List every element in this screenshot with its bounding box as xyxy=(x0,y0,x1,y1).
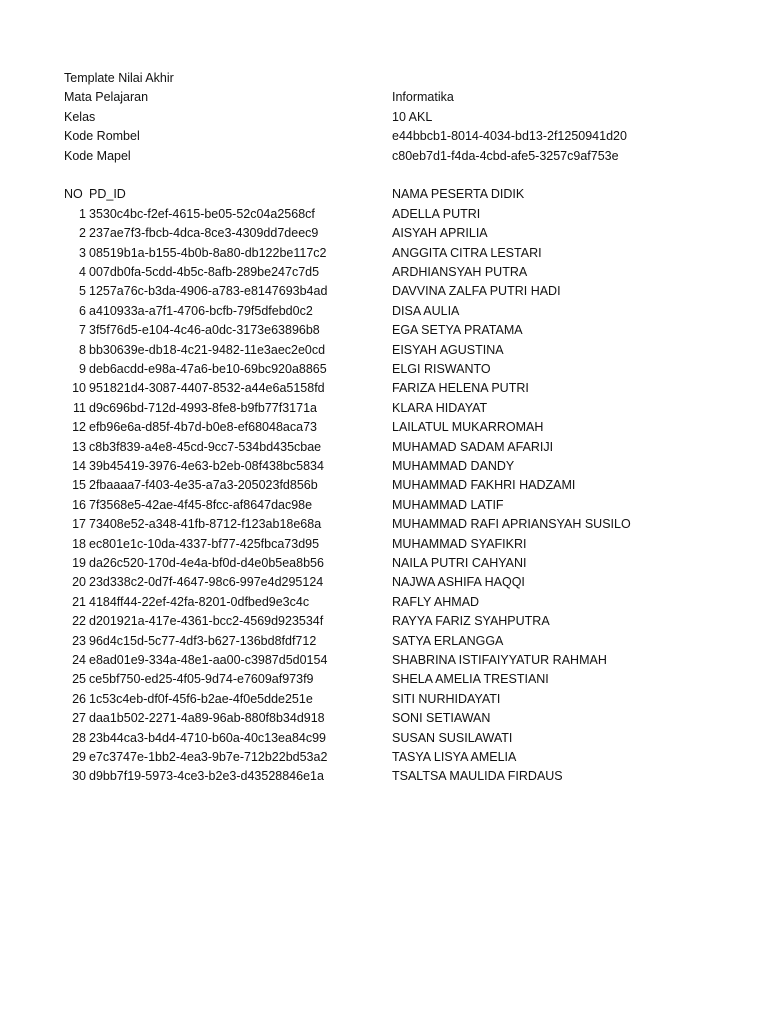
row-pd-id: da26c520-170d-4e4a-bf0d-d4e0b5ea8b56 xyxy=(89,556,324,570)
row-student-name: MUHAMAD SADAM AFARIJI xyxy=(392,439,554,454)
row-student-name: AISYAH APRILIA xyxy=(392,226,488,241)
table-row xyxy=(0,438,768,457)
row-pd-id: 951821d4-3087-4407-8532-a44e6a5158fd xyxy=(89,381,325,396)
document-title: Template Nilai Akhir xyxy=(64,71,174,85)
column-header-no: NO xyxy=(64,187,83,202)
table-row xyxy=(0,341,768,360)
row-number: 1 xyxy=(79,206,86,221)
table-row xyxy=(0,379,768,398)
row-pd-id: d9c696bd-712d-4993-8fe8-b9fb77f3171a xyxy=(89,400,317,415)
table-row xyxy=(0,767,768,786)
meta-label: Kelas xyxy=(64,109,96,124)
row-student-name: EISYAH AGUSTINA xyxy=(392,342,504,357)
row-pd-id: 96d4c15d-5c77-4df3-b627-136bd8fdf712 xyxy=(89,633,317,648)
row-pd-id: daa1b502-2271-4a89-96ab-880f8b34d918 xyxy=(89,711,325,726)
row-number: 8 xyxy=(79,342,86,357)
row-student-name: MUHAMMAD SYAFIKRI xyxy=(392,536,527,551)
row-student-name: MUHAMMAD DANDY xyxy=(392,459,515,473)
row-student-name: EGA SETYA PRATAMA xyxy=(392,323,523,338)
row-number: 27 xyxy=(72,711,86,726)
row-number: 15 xyxy=(72,478,86,493)
meta-value: Informatika xyxy=(392,90,454,105)
meta-label: Kode Rombel xyxy=(64,129,140,144)
row-number: 9 xyxy=(79,362,86,376)
table-row xyxy=(0,593,768,612)
row-number: 10 xyxy=(72,381,86,396)
row-student-name: TSALTSA MAULIDA FIRDAUS xyxy=(392,769,563,784)
row-student-name: TASYA LISYA AMELIA xyxy=(392,750,517,764)
meta-row-rombel xyxy=(0,127,768,146)
row-number: 12 xyxy=(72,420,86,435)
row-pd-id: ec801e1c-10da-4337-bf77-425fbca73d95 xyxy=(89,536,320,551)
table-row xyxy=(0,263,768,282)
table-row xyxy=(0,457,768,476)
table-row xyxy=(0,205,768,224)
row-student-name: ADELLA PUTRI xyxy=(392,206,481,221)
meta-value: c80eb7d1-f4da-4cbd-afe5-3257c9af753e xyxy=(392,148,619,163)
row-number: 30 xyxy=(72,769,86,784)
row-pd-id: 73408e52-a348-41fb-8712-f123ab18e68a xyxy=(89,517,322,532)
row-number: 3 xyxy=(79,245,86,260)
row-pd-id: d201921a-417e-4361-bcc2-4569d923534f xyxy=(89,614,324,629)
row-pd-id: 08519b1a-b155-4b0b-8a80-db122be117c2 xyxy=(89,245,327,260)
table-row xyxy=(0,554,768,573)
table-row xyxy=(0,709,768,728)
table-row xyxy=(0,515,768,534)
meta-row-subject xyxy=(0,88,768,107)
table-row xyxy=(0,360,768,379)
table-row xyxy=(0,748,768,767)
row-pd-id: 1c53c4eb-df0f-45f6-b2ae-4f0e5dde251e xyxy=(89,691,313,706)
meta-value: e44bbcb1-8014-4034-bd13-2f1250941d20 xyxy=(392,129,627,144)
table-header-row xyxy=(0,185,768,204)
row-student-name: DAVVINA ZALFA PUTRI HADI xyxy=(392,284,561,299)
row-pd-id: c8b3f839-a4e8-45cd-9cc7-534bd435cbae xyxy=(89,439,322,454)
row-student-name: NAILA PUTRI CAHYANI xyxy=(392,556,527,570)
row-student-name: SHABRINA ISTIFAIYYATUR RAHMAH xyxy=(392,653,607,667)
meta-row-class xyxy=(0,108,768,127)
meta-label: Mata Pelajaran xyxy=(64,90,149,105)
meta-row-mapel xyxy=(0,147,768,166)
row-pd-id: 23b44ca3-b4d4-4710-b60a-40c13ea84c99 xyxy=(89,730,327,745)
row-pd-id: deb6acdd-e98a-47a6-be10-69bc920a8865 xyxy=(89,362,327,376)
row-pd-id: 007db0fa-5cdd-4b5c-8afb-289be247c7d5 xyxy=(89,265,320,279)
row-student-name: SUSAN SUSILAWATI xyxy=(392,730,513,745)
row-pd-id: a410933a-a7f1-4706-bcfb-79f5dfebd0c2 xyxy=(89,303,313,318)
table-row xyxy=(0,302,768,321)
row-pd-id: 23d338c2-0d7f-4647-98c6-997e4d295124 xyxy=(89,575,324,590)
row-pd-id: 3f5f76d5-e104-4c46-a0dc-3173e63896b8 xyxy=(89,323,320,338)
row-number: 18 xyxy=(72,536,86,551)
row-student-name: FARIZA HELENA PUTRI xyxy=(392,381,529,396)
row-pd-id: 237ae7f3-fbcb-4dca-8ce3-4309dd7deec9 xyxy=(89,226,319,241)
row-student-name: SHELA AMELIA TRESTIANI xyxy=(392,672,549,687)
column-header-pdid: PD_ID xyxy=(89,187,126,202)
row-pd-id: e8ad01e9-334a-48e1-aa00-c3987d5d0154 xyxy=(89,653,328,667)
row-number: 26 xyxy=(72,691,86,706)
row-student-name: DISA AULIA xyxy=(392,303,460,318)
row-number: 23 xyxy=(72,633,86,648)
row-number: 28 xyxy=(72,730,86,745)
row-number: 5 xyxy=(79,284,86,299)
row-number: 20 xyxy=(72,575,86,590)
table-row xyxy=(0,632,768,651)
row-number: 22 xyxy=(72,614,86,629)
row-pd-id: ce5bf750-ed25-4f05-9d74-e7609af973f9 xyxy=(89,672,314,687)
row-student-name: MUHAMMAD RAFI APRIANSYAH SUSILO xyxy=(392,517,631,532)
row-student-name: SONI SETIAWAN xyxy=(392,711,491,726)
row-pd-id: e7c3747e-1bb2-4ea3-9b7e-712b22bd53a2 xyxy=(89,750,328,764)
row-pd-id: efb96e6a-d85f-4b7d-b0e8-ef68048aca73 xyxy=(89,420,317,435)
table-row xyxy=(0,282,768,301)
row-number: 21 xyxy=(72,594,86,609)
row-pd-id: 4184ff44-22ef-42fa-8201-0dfbed9e3c4c xyxy=(89,594,310,609)
row-student-name: LAILATUL MUKARROMAH xyxy=(392,420,544,435)
document-title-row xyxy=(0,69,768,88)
row-pd-id: 2fbaaaa7-f403-4e35-a7a3-205023fd856b xyxy=(89,478,318,493)
meta-value: 10 AKL xyxy=(392,109,433,124)
table-row xyxy=(0,573,768,592)
row-number: 24 xyxy=(72,653,86,667)
row-student-name: RAYYA FARIZ SYAHPUTRA xyxy=(392,614,550,629)
column-header-name: NAMA PESERTA DIDIK xyxy=(392,187,525,202)
row-student-name: NAJWA ASHIFA HAQQI xyxy=(392,575,525,590)
row-student-name: ELGI RISWANTO xyxy=(392,362,491,376)
row-number: 2 xyxy=(79,226,86,241)
table-row xyxy=(0,244,768,263)
row-number: 14 xyxy=(72,459,86,473)
row-number: 7 xyxy=(79,323,86,338)
table-row xyxy=(0,690,768,709)
row-student-name: MUHAMMAD LATIF xyxy=(392,497,504,512)
row-student-name: KLARA HIDAYAT xyxy=(392,400,488,415)
row-number: 19 xyxy=(72,556,86,570)
row-student-name: SATYA ERLANGGA xyxy=(392,633,504,648)
row-number: 16 xyxy=(72,497,86,512)
table-row xyxy=(0,476,768,495)
row-number: 17 xyxy=(72,517,86,532)
row-student-name: ARDHIANSYAH PUTRA xyxy=(392,265,528,279)
table-row xyxy=(0,535,768,554)
row-number: 6 xyxy=(79,303,86,318)
row-pd-id: 3530c4bc-f2ef-4615-be05-52c04a2568cf xyxy=(89,206,315,221)
table-row xyxy=(0,651,768,670)
row-number: 13 xyxy=(72,439,86,454)
row-student-name: SITI NURHIDAYATI xyxy=(392,691,501,706)
row-pd-id: 7f3568e5-42ae-4f45-8fcc-af8647dac98e xyxy=(89,497,313,512)
row-pd-id: d9bb7f19-5973-4ce3-b2e3-d43528846e1a xyxy=(89,769,324,784)
row-number: 4 xyxy=(79,265,86,279)
table-row xyxy=(0,612,768,631)
table-row xyxy=(0,729,768,748)
table-row xyxy=(0,496,768,515)
table-row xyxy=(0,418,768,437)
row-number: 25 xyxy=(72,672,86,687)
table-row xyxy=(0,321,768,340)
row-student-name: ANGGITA CITRA LESTARI xyxy=(392,245,542,260)
row-number: 11 xyxy=(73,400,86,415)
table-row xyxy=(0,224,768,243)
table-row xyxy=(0,399,768,418)
row-pd-id: 1257a76c-b3da-4906-a783-e8147693b4ad xyxy=(89,284,328,299)
row-pd-id: 39b45419-3976-4e63-b2eb-08f438bc5834 xyxy=(89,459,324,473)
row-pd-id: bb30639e-db18-4c21-9482-11e3aec2e0cd xyxy=(89,342,326,357)
row-number: 29 xyxy=(72,750,86,764)
table-row xyxy=(0,670,768,689)
row-student-name: MUHAMMAD FAKHRI HADZAMI xyxy=(392,478,576,493)
meta-label: Kode Mapel xyxy=(64,148,131,163)
row-student-name: RAFLY AHMAD xyxy=(392,594,480,609)
